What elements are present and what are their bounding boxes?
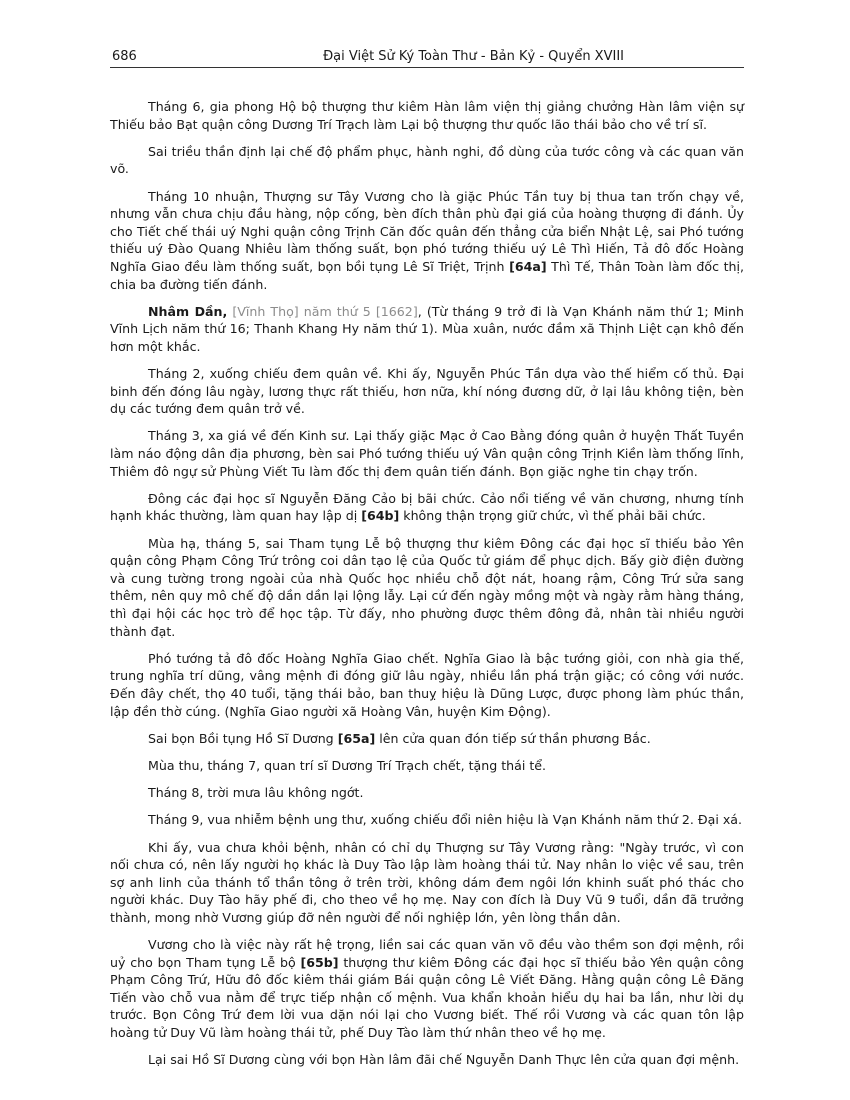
bold-text: [64a]: [509, 258, 547, 274]
text-run: Vương cho là việc này rất hệ trọng, liền sai các quan văn võ đều vào thềm son đợi mệnh, rồi uỷ cho bọn Tham tụng Lễ bộ: [110, 937, 744, 970]
text-run: Tháng 8, trời mưa lâu không ngớt.: [148, 785, 364, 801]
document-body: [110, 98, 744, 1069]
running-header: [110, 49, 744, 68]
text-run: lên cửa quan đón tiếp sứ thần phương Bắc.: [375, 730, 651, 746]
text-run: Tháng 3, xa giá về đến Kinh sư. Lại thấy giặc Mạc ở Cao Bằng đóng quân ở huyện Thất Tuyền làm náo động dân địa phương, bèn sai Phó tướng thiếu uý Vân quận công Trịnh Kiền làm thống lĩnh, Thiêm đô ngự sử Phùng Viết Tu làm đốc thị đem quân tiến đánh. Bọn giặc nghe tin chạy trốn.: [110, 428, 744, 479]
text-run: Tháng 10 nhuận, Thượng sư Tây Vương cho là giặc Phúc Tần tuy bị thua tan trốn chạy về, nhưng vẫn chưa chịu đầu hàng, nộp cống, bèn đích thân phù đại giá của hoàng thượng đi đánh. Ủy cho Tiết chế thái uý Nghi quận công Trịnh Căn đốc quân đến thẳng cửa biển Nhật Lệ, sai Phó tướng thiếu uý Đào Quang Nhiêu làm thống suất, bọn phó tướng thiếu uý Lê Thì Hiến, Tả đô đốc Hoàng Nghĩa Giao đều làm thống suất, bọn bồi tụng Lê Sĩ Triệt, Trịnh: [110, 188, 744, 274]
paragraph: [110, 188, 744, 294]
paragraph: [110, 143, 744, 178]
text-run: Sai bọn Bồi tụng Hồ Sĩ Dương: [148, 730, 338, 746]
paragraph: [110, 757, 744, 775]
paragraph: [110, 427, 744, 480]
text-run: Mùa hạ, tháng 5, sai Tham tụng Lễ bộ thượng thư kiêm Đông các đại học sĩ thiếu bảo Yên quận công Phạm Công Trứ trông coi dân tạo lệ của Quốc tử giám để phục dịch. Bấy giờ điện đường và cung tường trong ngoài của nhà Quốc học nhiều chỗ đột nát, hoang rậm, Công Trứ sửa sang thêm, nên quy mô chế độ dần dần lại lộng lẫy. Lại cứ đến ngày mồng một và ngày rằm hàng tháng, thì đại hội các học trò để học tập. Từ đấy, nho phường được thêm đông đả, nhân tài nhiều người thành đạt.: [110, 535, 744, 639]
text-run: Mùa thu, tháng 7, quan trí sĩ Dương Trí Trạch chết, tặng thái tể.: [148, 757, 547, 773]
paragraph: [110, 1051, 744, 1069]
bold-text: [65b]: [300, 954, 339, 970]
document-page: [110, 49, 744, 1078]
paragraph: [110, 303, 744, 356]
bold-text: [65a]: [337, 730, 376, 746]
bold-text: Nhâm Dần,: [148, 303, 228, 319]
paragraph: [110, 650, 744, 720]
text-run: Tháng 6, gia phong Hộ bộ thượng thư kiêm Hàn lâm viện thị giảng chưởng Hàn lâm viện sự Thiếu bảo Bạt quận công Dương Trí Trạch làm Lại bộ thượng thư quốc lão thái bảo cho về trí sĩ.: [110, 99, 744, 132]
paragraph: [110, 365, 744, 418]
paragraph: [110, 811, 744, 829]
page-number: 686: [112, 49, 137, 64]
paragraph: [110, 784, 744, 802]
text-run: Thì Tế, Thân Toàn làm đốc thị, chia ba đường tiến đánh.: [110, 258, 745, 292]
text-run: Khi ấy, vua chưa khỏi bệnh, nhân có chỉ dụ Thượng sư Tây Vương rằng: "Ngày trước, vì con nối chưa có, nên lấy người họ khác là Duy Tào lập làm hoàng thái tử. Nay nhân lo việc về sau, trên sợ anh linh của thánh tổ thần tông ở trên trời, không dám đem ngôi lớn khinh suất phó thác cho người khác. Duy Tào hãy phế đi, cho theo về họ mẹ. Nay con đích là Duy Vũ 9 tuổi, dần đã trưởng thành, mong nhờ Vương giúp đỡ nên người để nối nghiệp lớn, yên lòng thần dân.: [110, 839, 744, 925]
paragraph: [110, 535, 744, 641]
paragraph: [110, 98, 744, 133]
text-run: thượng thư kiêm Đông các đại học sĩ thiếu bảo Yên quận công Phạm Công Trứ, Hữu đô đốc kiêm thái giám Bái quận công Lê Viết Đăng. Hằng quận công Lê Đăng Tiến vào chỗ vua nằm để trực tiếp nhận cố mệnh. Vua khẩn khoản hiểu dụ hai ba lần, như lời dụ trước. Bọn Công Trứ đem lời vua dặn nói lại cho Vương biết. Thế rồi Vương và các quan tôn lập hoàng tử Duy Vũ làm hoàng thái tử, phế Duy Tào làm thứ nhân theo về họ mẹ.: [110, 954, 744, 1041]
paragraph: [110, 839, 744, 927]
paragraph: [110, 490, 744, 525]
text-run: không thận trọng giữ chức, vì thế phải bãi chức.: [399, 508, 706, 524]
text-run: Phó tướng tả đô đốc Hoàng Nghĩa Giao chết. Nghĩa Giao là bậc tướng giỏi, con nhà gia thế, trung nghĩa trí dũng, vâng mệnh đi đóng giữ lâu ngày, nhiều lần phá trận giặc; có công với nước. Đến đây chết, thọ 40 tuổi, tặng thái bảo, ban thuỵ hiệu là Dũng Lược, được phong làm phúc thần, lập đền thờ cúng. (Nghĩa Giao người xã Hoàng Vân, huyện Kim Động).: [110, 650, 744, 719]
running-title: Đại Việt Sử Ký Toàn Thư - Bản Kỷ - Quyển XVIII: [323, 49, 624, 64]
paragraph: [110, 730, 744, 748]
text-run: Lại sai Hồ Sĩ Dương cùng với bọn Hàn lâm đãi chế Nguyễn Danh Thực lên cửa quan đợi mệnh.: [148, 1052, 740, 1068]
bold-text: [64b]: [361, 508, 400, 524]
text-run: Sai triều thần định lại chế độ phẩm phục, hành nghi, đồ dùng của tước công và các quan văn võ.: [110, 143, 744, 177]
text-run: Tháng 9, vua nhiễm bệnh ung thư, xuống chiếu đổi niên hiệu là Vạn Khánh năm thứ 2. Đại xá.: [148, 812, 742, 828]
text-run: Tháng 2, xuống chiếu đem quân về. Khi ấy, Nguyễn Phúc Tần dựa vào thế hiểm cố thủ. Đại binh đến đóng lâu ngày, lương thực rất thiếu, hơn nữa, khí nóng đương dữ, ở lại lâu không tiện, bèn dụ các tướng đem quân trở về.: [110, 366, 744, 417]
paragraph: [110, 936, 744, 1042]
text-run: Đông các đại học sĩ Nguyễn Đăng Cảo bị bãi chức. Cảo nổi tiếng về văn chương, nhưng tính hạnh khác thường, làm quan hay lập dị: [110, 490, 744, 524]
text-run: , (Từ tháng 9 trở đi là Vạn Khánh năm thứ 1; Minh Vĩnh Lịch năm thứ 16; Thanh Khang Hy năm thứ 1). Mùa xuân, nước đầm xã Thịnh Liệt cạn khô đến hơn một khắc.: [110, 303, 744, 354]
faded-text: [Vĩnh Thọ] năm thứ 5 [1662]: [232, 303, 418, 319]
